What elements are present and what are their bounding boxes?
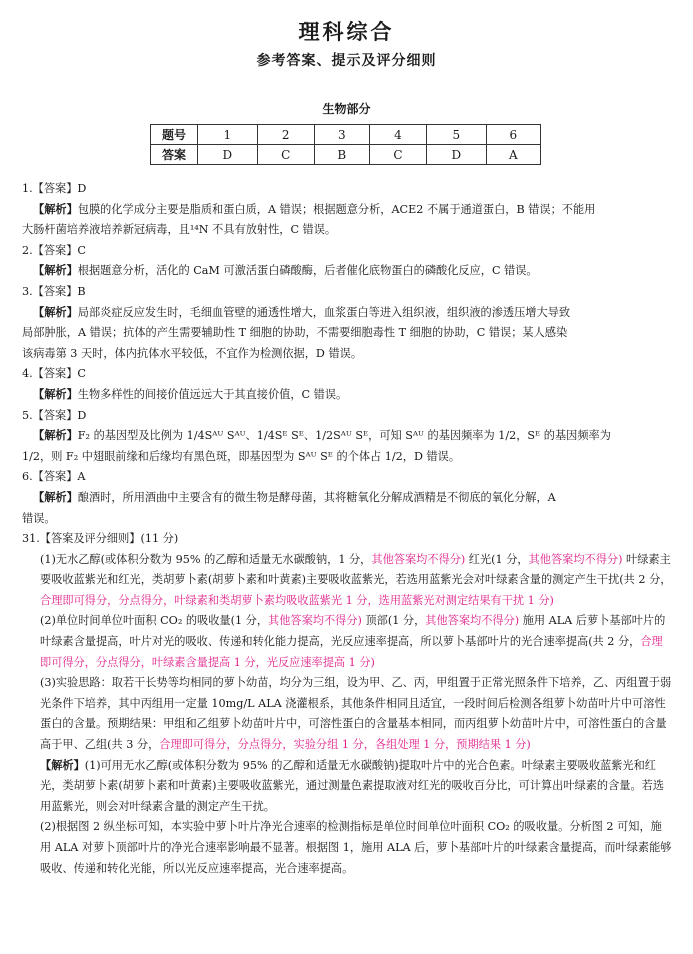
table-row — [151, 145, 541, 165]
table-cell: D — [198, 145, 258, 165]
analysis-label: 【解析】 — [33, 387, 78, 401]
question-31-heading: 31.【答案及评分细则】(11 分) — [22, 532, 179, 546]
table-cell: C — [257, 145, 314, 165]
scoring-note: 其他答案均不得分) — [268, 614, 362, 628]
question-6-answer: 6.【答案】A — [22, 470, 86, 484]
scoring-note: 其他答案均不得分) — [528, 552, 623, 566]
table-cell: 6 — [486, 125, 540, 145]
analysis-text: 1/2，则 F₂ 中翅眼前缘和后缘均有黑色斑，即基因型为 Sᴬᵁ Sᴱ 的个体占 1/2，D 错误。 — [22, 449, 461, 463]
analysis-text: 错误。 — [22, 511, 56, 525]
scoring-note: 其他答案均不得分) — [425, 614, 520, 628]
table-cell: 4 — [369, 125, 426, 145]
analysis-label: 【解析】 — [33, 202, 78, 216]
question-3-analysis — [22, 303, 672, 324]
scoring-note: 合理即可得分，分点得分，实验分组 1 分，各组处理 1 分，预期结果 1 分) — [159, 738, 531, 752]
question-31-part-3 — [22, 673, 672, 755]
question-6-analysis — [22, 488, 672, 509]
table-cell: 5 — [427, 125, 487, 145]
scoring-note: 合理即可得分，分点得分，叶绿素含量提高 1 分，光反应速率提高 1 分) — [40, 635, 663, 669]
analysis-text: 局部炎症反应发生时，毛细血管壁的通透性增大，血浆蛋白等进入组织液，组织液的渗透压增大导致 — [77, 305, 571, 319]
question-4-answer: 4.【答案】C — [22, 367, 86, 381]
question-31-analysis — [22, 756, 672, 818]
table-cell: 1 — [198, 125, 258, 145]
scoring-text: 叶绿素主要吸收蓝紫光和红光，类胡萝卜素(胡萝卜素和叶黄素)主要吸收蓝紫光，若选用蓝紫光会对叶绿素含量的测定产生干扰(共 2 分， — [40, 552, 672, 587]
question-31-analysis-2: (2)根据图 2 纵坐标可知，本实验中萝卜叶片净光合速率的检测指标是单位时间单位叶面积 CO₂ 的吸收量。分析图 2 可知，施用 ALA 对萝卜顶部叶片的净光合速率影响最不显著。根据图 1，施用 ALA 后，萝卜基部叶片的叶绿素含量提高，而叶绿素能够吸收、传递和转化光能，所以光反应速率提高，光合速率提高。 — [40, 820, 672, 875]
question-3-answer: 3.【答案】B — [22, 284, 86, 298]
analysis-text: 酿酒时，所用酒曲中主要含有的微生物是酵母菌，其将糖氧化分解成酒精是不彻底的氧化分解，A — [77, 490, 556, 504]
question-1-answer: 1.【答案】D — [22, 182, 87, 195]
scoring-text: (3)实验思路：取若干长势等均相同的萝卜幼苗，均分为三组，设为甲、乙、丙，甲组置于正常光照条件下培养，乙、丙组置于弱光条件下培养，其中丙组用一定量 10mg/L ALA 浇灌根系，其他条件相同且适宜，一段时间后检测各组萝卜幼苗叶片中可溶性蛋白的含量。预期结果：甲组和乙组萝卜幼苗叶片中，可溶性蛋白的含量基本相同，而丙组萝卜幼苗叶片中，可溶性蛋白的含量高于甲、乙组(共 3 分， — [40, 676, 672, 752]
answer-table — [150, 124, 541, 165]
table-header-cell: 答案 — [151, 145, 198, 165]
table-cell: B — [314, 145, 369, 165]
table-header-cell: 题号 — [151, 125, 198, 145]
question-2-analysis — [22, 261, 672, 282]
table-cell: D — [427, 145, 487, 165]
answer-content — [22, 179, 672, 879]
scoring-text: 施用 ALA 后萝卜基部叶片的叶绿素含量提高，叶片对光的吸收、传递和转化能力提高，光反应速率提高，所以萝卜基部叶片的光合速率提高(共 2 分， — [40, 614, 666, 649]
scoring-text: (1)无水乙醇(或体积分数为 95% 的乙醇和适量无水碳酸钠，1 分， — [40, 552, 372, 566]
table-cell: A — [486, 145, 540, 165]
table-row — [151, 125, 541, 145]
analysis-label: 【解析】 — [33, 490, 78, 504]
analysis-text: F₂ 的基因型及比例为 1/4Sᴬᵁ Sᴬᵁ、1/4Sᴱ Sᴱ、1/2Sᴬᵁ Sᴱ，可知 Sᴬᵁ 的基因频率为 1/2，Sᴱ 的基因频率为 — [77, 429, 611, 443]
table-cell: 3 — [314, 125, 369, 145]
analysis-text: 包膜的化学成分主要是脂质和蛋白质，A 错误；根据题意分析，ACE2 不属于通道蛋白，B 错误；不能用 — [77, 202, 596, 216]
scoring-text: 顶部(1 分， — [361, 614, 426, 628]
table-cell: 2 — [257, 125, 314, 145]
section-title: 生物部分 — [322, 102, 371, 116]
question-31-part-1 — [22, 550, 672, 612]
analysis-text: (1)可用无水乙醇(或体积分数为 95% 的乙醇和适量无水碳酸钠)提取叶片中的光合色素。叶绿素主要吸收蓝紫光和红光，类胡萝卜素(胡萝卜素和叶黄素)主要吸收蓝紫光，通过测量色素提取液对红光的吸收百分比，可计算出叶绿素的含量。若选用蓝紫光，则会对叶绿素含量的测定产生干扰。 — [40, 758, 665, 813]
analysis-text: 生物多样性的间接价值远远大于其直接价值，C 错误。 — [77, 387, 348, 401]
scoring-text: 红光(1 分， — [465, 552, 529, 566]
analysis-text: 大肠杆菌培养液培养新冠病毒，且¹⁴N 不具有放射性，C 错误。 — [22, 223, 337, 237]
table-cell: C — [369, 145, 426, 165]
question-1-analysis — [22, 200, 672, 221]
scoring-note: 合理即可得分，分点得分，叶绿素和类胡萝卜素均吸收蓝紫光 1 分，选用蓝紫光对测定结果有干扰 1 分) — [40, 593, 554, 607]
analysis-label: 【解析】 — [33, 429, 78, 443]
question-5-analysis — [22, 426, 672, 447]
scoring-text: (2)单位时间单位叶面积 CO₂ 的吸收量(1 分， — [40, 614, 269, 628]
analysis-text: 根据题意分析，活化的 CaM 可激活蛋白磷酸酶，后者催化底物蛋白的磷酸化反应，C 错误。 — [77, 264, 538, 278]
question-4-analysis — [22, 385, 672, 406]
scoring-note: 其他答案均不得分) — [371, 552, 466, 566]
analysis-label: 【解析】 — [33, 264, 78, 278]
question-5-answer: 5.【答案】D — [22, 408, 87, 422]
question-2-answer: 2.【答案】C — [22, 243, 86, 257]
question-31-part-2 — [22, 611, 672, 673]
page-subtitle: 参考答案、提示及评分细则 — [256, 53, 437, 69]
page-title: 理科综合 — [298, 20, 395, 44]
analysis-label: 【解析】 — [40, 758, 85, 772]
analysis-text: 该病毒第 3 天时，体内抗体水平较低，不宜作为检测依据，D 错误。 — [22, 346, 363, 360]
analysis-text: 局部肿胀，A 错误；抗体的产生需要辅助性 T 细胞的协助，不需要细胞毒性 T 细胞的协助，C 错误；某人感染 — [22, 326, 568, 340]
analysis-label: 【解析】 — [33, 305, 78, 319]
